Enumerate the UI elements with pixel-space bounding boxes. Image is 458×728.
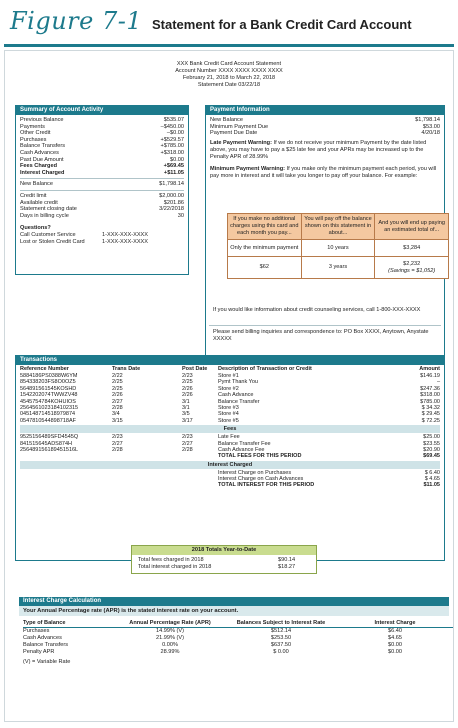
post-date: 2/28 — [182, 446, 193, 453]
interest-calc-table — [19, 620, 449, 656]
payment-info-label: Payment Due Date — [210, 130, 258, 137]
transaction-amount: $20.90 — [423, 446, 440, 453]
icc-header-type: Type of Balance — [23, 620, 115, 628]
payment-info-value: $53.00 — [422, 123, 440, 130]
summary-row-label: Cash Advances — [20, 149, 59, 156]
summary-row-value: +$785.00 — [160, 143, 184, 150]
contact-rows — [16, 232, 188, 245]
post-date: 2/26 — [182, 392, 193, 399]
trans-date: 2/28 — [112, 404, 123, 411]
credit-limit-row — [16, 200, 188, 207]
icc-charge: $0.00 — [388, 649, 402, 656]
statement-header — [5, 61, 453, 89]
summary-row — [16, 143, 188, 150]
trans-date: 2/23 — [112, 434, 123, 441]
credit-limit-label: Statement closing date — [20, 206, 77, 213]
summary-row-label: Balance Transfers — [20, 143, 66, 150]
summary-separator — [20, 178, 184, 179]
payment-info-value: 4/20/18 — [421, 130, 440, 137]
interest-charged-bar: Interest Charged — [20, 461, 440, 469]
transaction-description: Balance Transfer — [218, 398, 260, 405]
contact-row — [16, 239, 188, 246]
billing-inquiries-text: Please send billing inquiries and correspondence to: PO Box XXXX, Anytown, Anystate XXXXX — [213, 329, 429, 343]
contact-phone: 1-XXX-XXX-XXXX — [102, 231, 149, 238]
icc-header-charge: Interest Charge — [337, 620, 453, 628]
minimum-payment-table-header: If you make no additional charges using this card and each month you pay... You will pay off the balance shown on this statement in about... And you will end up paying an estimated total of... — [228, 214, 449, 240]
apr-note: Your Annual Percentage rate (APR) is the stated interest rate on your account. — [19, 606, 449, 616]
questions-label: Questions? — [20, 225, 51, 232]
ytd-title: 2018 Totals Year-to-Date — [132, 546, 316, 555]
payment-info-label: Minimum Payment Due — [210, 123, 269, 130]
counseling-text: If you would like information about credit counseling services, call 1-800-XXX-XXXX — [213, 307, 421, 313]
statement-period-line: February 21, 2018 to March 22, 2018 — [182, 74, 276, 81]
icc-type: Purchases — [23, 628, 50, 635]
fees-bar: Fees — [20, 425, 440, 433]
transactions-title: Transactions — [16, 356, 444, 365]
icc-apr: 21.99% (V) — [156, 635, 184, 642]
fee-rows — [16, 434, 444, 453]
credit-limit-value: 30 — [177, 212, 184, 219]
transaction-description: Pymt Thank You — [218, 379, 258, 386]
interest-amount: $ 6.40 — [424, 469, 440, 476]
reference-number: 4545754784KOHUIOS — [20, 398, 76, 405]
figure-title: Statement for a Bank Credit Card Account — [152, 17, 412, 32]
summary-row — [16, 137, 188, 144]
icc-charge: $6.40 — [388, 628, 402, 635]
reference-number: 2564561023184102315 — [20, 404, 79, 411]
icc-apr: 14.99% (V) — [156, 628, 184, 635]
summary-rows — [16, 117, 188, 176]
transaction-description: Cash Advance Fee — [218, 446, 265, 453]
statement-document — [4, 50, 454, 722]
transaction-amount: – — [436, 379, 440, 386]
summary-row-value: +$11.05 — [163, 169, 184, 176]
contact-row — [16, 232, 188, 239]
minimum-payment-row-min: Only the minimum payment 10 years $3,284 — [228, 240, 449, 257]
icc-apr: 28.99% — [160, 649, 180, 656]
post-date: 3/17 — [182, 417, 193, 424]
icc-balance: $253.50 — [270, 635, 292, 642]
transaction-row — [16, 418, 444, 424]
post-date: 2/25 — [182, 379, 193, 386]
summary-row — [16, 117, 188, 124]
summary-row — [16, 130, 188, 137]
transaction-description: Store #1 — [218, 373, 239, 379]
credit-limit-rows — [16, 193, 188, 219]
summary-new-balance: New Balance $1,798.14 — [20, 181, 184, 188]
minimum-payment-table — [227, 213, 449, 279]
transaction-amount: $23.55 — [423, 440, 440, 447]
post-date: 2/23 — [182, 373, 193, 379]
icc-balance: $ 0.00 — [273, 649, 289, 656]
transaction-amount: $ 34.32 — [421, 404, 440, 411]
payment-info-row — [206, 130, 444, 137]
statement-account-line: Account Number XXXX XXXX XXXX XXXX — [175, 67, 283, 74]
transaction-amount: $ 72.25 — [421, 417, 440, 424]
transaction-amount: $785.00 — [420, 398, 440, 405]
summary-row-value: –$450.00 — [160, 123, 184, 130]
transaction-description: Cash Advance — [218, 392, 254, 399]
trans-date: 2/27 — [112, 398, 123, 405]
post-date: 3/5 — [182, 411, 190, 418]
summary-row-value: +$318.00 — [160, 149, 184, 156]
summary-row-value: –$0.00 — [166, 130, 184, 137]
icc-balance: $512.14 — [270, 628, 292, 635]
post-date: 3/1 — [182, 398, 190, 405]
credit-limit-value: $201.86 — [163, 199, 184, 206]
interest-total-row: TOTAL INTEREST FOR THIS PERIOD $11.05 — [218, 482, 440, 489]
summary-row — [16, 170, 188, 177]
ytd-totals-box — [131, 545, 317, 574]
transaction-description: Store #4 — [218, 411, 239, 418]
transaction-amount: $247.36 — [420, 385, 440, 392]
payment-info-value: $1,798.14 — [415, 117, 440, 123]
summary-row-value: $535.07 — [163, 117, 184, 123]
transaction-description: Balance Transfer Fee — [218, 440, 271, 447]
icc-apr: 0.00% — [162, 642, 178, 649]
reference-number: 841515645ADS874H — [20, 440, 72, 447]
trans-date: 2/25 — [112, 379, 123, 386]
reference-number: 0547810544898718AF — [20, 417, 76, 424]
trans-date: 3/4 — [112, 411, 120, 418]
transaction-description: Store #3 — [218, 404, 239, 411]
icc-type: Penalty APR — [23, 649, 55, 656]
variable-rate-footnote: (V) = Variable Rate — [23, 659, 71, 666]
summary-row — [16, 163, 188, 170]
summary-row-value: $0.00 — [170, 156, 184, 163]
transaction-amount: $ 29.45 — [421, 411, 440, 418]
summary-row-label: Fees Charged — [20, 163, 57, 170]
interest-calc-panel — [19, 597, 449, 667]
transaction-amount: $318.00 — [420, 392, 440, 399]
payment-info-row — [206, 124, 444, 131]
credit-limit-label: Days in billing cycle — [20, 212, 69, 219]
credit-limit-label: Credit limit — [20, 192, 47, 199]
interest-description: Interest Charge on Purchases — [218, 469, 292, 476]
trans-date: 2/26 — [112, 392, 123, 399]
icc-type: Cash Advances — [23, 635, 62, 642]
transaction-description: Late Fee — [218, 434, 240, 441]
summary-row-value: +$69.45 — [163, 163, 184, 170]
interest-rows — [16, 470, 444, 483]
contact-label: Lost or Stolen Credit Card — [20, 238, 85, 245]
credit-limit-row — [16, 213, 188, 220]
icc-header-balance: Balances Subject to Interest Rate — [225, 620, 337, 628]
summary-row-label: Interest Charged — [20, 169, 65, 176]
figure-rule — [4, 44, 454, 47]
transactions-header: Reference Number Trans Date Post Date Description of Transaction or Credit Amount — [20, 366, 440, 372]
payment-info-row — [206, 117, 444, 124]
minimum-payment-warning: Minimum Payment Warning: If you make only the minimum payment each period, you will pay more in interest and it will take you longer to pay off your balance. For example: — [210, 165, 437, 179]
figure-header — [4, 4, 454, 48]
reference-number: 045148714518979874 — [20, 411, 76, 418]
post-date: 2/23 — [182, 434, 193, 441]
summary-row — [16, 124, 188, 131]
reference-number: 1542202074TWWZV48 — [20, 392, 78, 399]
summary-row-value: +$529.57 — [160, 136, 184, 143]
payment-info-title: Payment Information — [206, 106, 444, 115]
icc-charge: $0.00 — [388, 642, 402, 649]
post-date: 2/26 — [182, 385, 193, 392]
transaction-description: Store #5 — [218, 417, 239, 424]
summary-row-label: Past Due Amount — [20, 156, 64, 163]
icc-balance: $637.50 — [270, 642, 292, 649]
summary-row-label: Purchases — [20, 136, 47, 143]
statement-date-line: Statement Date 03/22/18 — [197, 81, 261, 88]
reference-number: 854338203FS8O0OZ5 — [20, 379, 76, 386]
reference-number: 564891561545KOSHD — [20, 385, 77, 392]
trans-date: 2/22 — [112, 373, 123, 379]
reference-number: 256489156189451516L — [20, 446, 79, 453]
interest-calc-title: Interest Charge Calculation — [19, 597, 449, 606]
reference-number: 9525156489SFD4545Q — [20, 434, 79, 441]
ytd-interest-row: Total interest charged in 2018 $18.27 — [138, 564, 296, 570]
trans-date: 2/25 — [112, 385, 123, 392]
summary-row-label: Payments — [20, 123, 45, 130]
summary-row — [16, 150, 188, 157]
credit-limit-row — [16, 193, 188, 200]
summary-row-label: Previous Balance — [20, 117, 64, 123]
post-date: 3/1 — [182, 404, 190, 411]
contact-phone: 1-XXX-XXX-XXXX — [102, 238, 149, 245]
transactions-panel — [15, 355, 445, 561]
transaction-amount: $146.19 — [420, 373, 440, 379]
icc-type: Balance Transfers — [23, 642, 69, 649]
reference-number: 5884186PS0388W6YM — [20, 373, 78, 379]
minimum-payment-row-62: $62 3 years $2,232 (Savings = $1,052) — [228, 257, 449, 279]
summary-title: Summary of Account Activity — [16, 106, 188, 115]
statement-bank-line: XXX Bank Credit Card Account Statement — [176, 61, 282, 67]
transaction-rows — [16, 373, 444, 424]
contact-label: Call Customer Service — [20, 231, 76, 238]
fees-total-row: TOTAL FEES FOR THIS PERIOD $69.45 — [218, 453, 440, 460]
summary-row — [16, 157, 188, 164]
credit-limit-label: Available credit — [20, 199, 58, 206]
credit-limit-value: $2,000.00 — [159, 192, 184, 199]
trans-date: 2/27 — [112, 440, 123, 447]
interest-description: Interest Charge on Cash Advances — [218, 476, 304, 483]
figure-label: Figure 7-1 — [10, 7, 143, 35]
post-date: 2/27 — [182, 440, 193, 447]
late-payment-warning: Late Payment Warning: If we do not receive your minimum Payment by the date listed above, you may have to pay a $25 late fee and your APRs may be increased up to the Penalty APR of 28.99% — [210, 139, 427, 161]
icc-charge: $4.65 — [388, 635, 402, 642]
credit-limit-row — [16, 206, 188, 213]
credit-limit-value: 3/22/2018 — [159, 206, 184, 213]
payment-info-rows — [206, 117, 444, 137]
icc-header-apr: Annual Percentage Rate (APR) — [115, 620, 225, 628]
trans-date: 2/28 — [112, 446, 123, 453]
ytd-fees-row: Total fees charged in 2018 $90.14 — [138, 557, 296, 563]
summary-panel — [15, 105, 189, 275]
transaction-description: Store #2 — [218, 385, 239, 392]
interest-amount: $ 4.65 — [424, 476, 440, 483]
summary-row-label: Other Credit — [20, 130, 51, 137]
transaction-amount: $25.00 — [423, 434, 440, 441]
payment-info-label: New Balance — [210, 117, 243, 123]
trans-date: 3/15 — [112, 417, 123, 424]
